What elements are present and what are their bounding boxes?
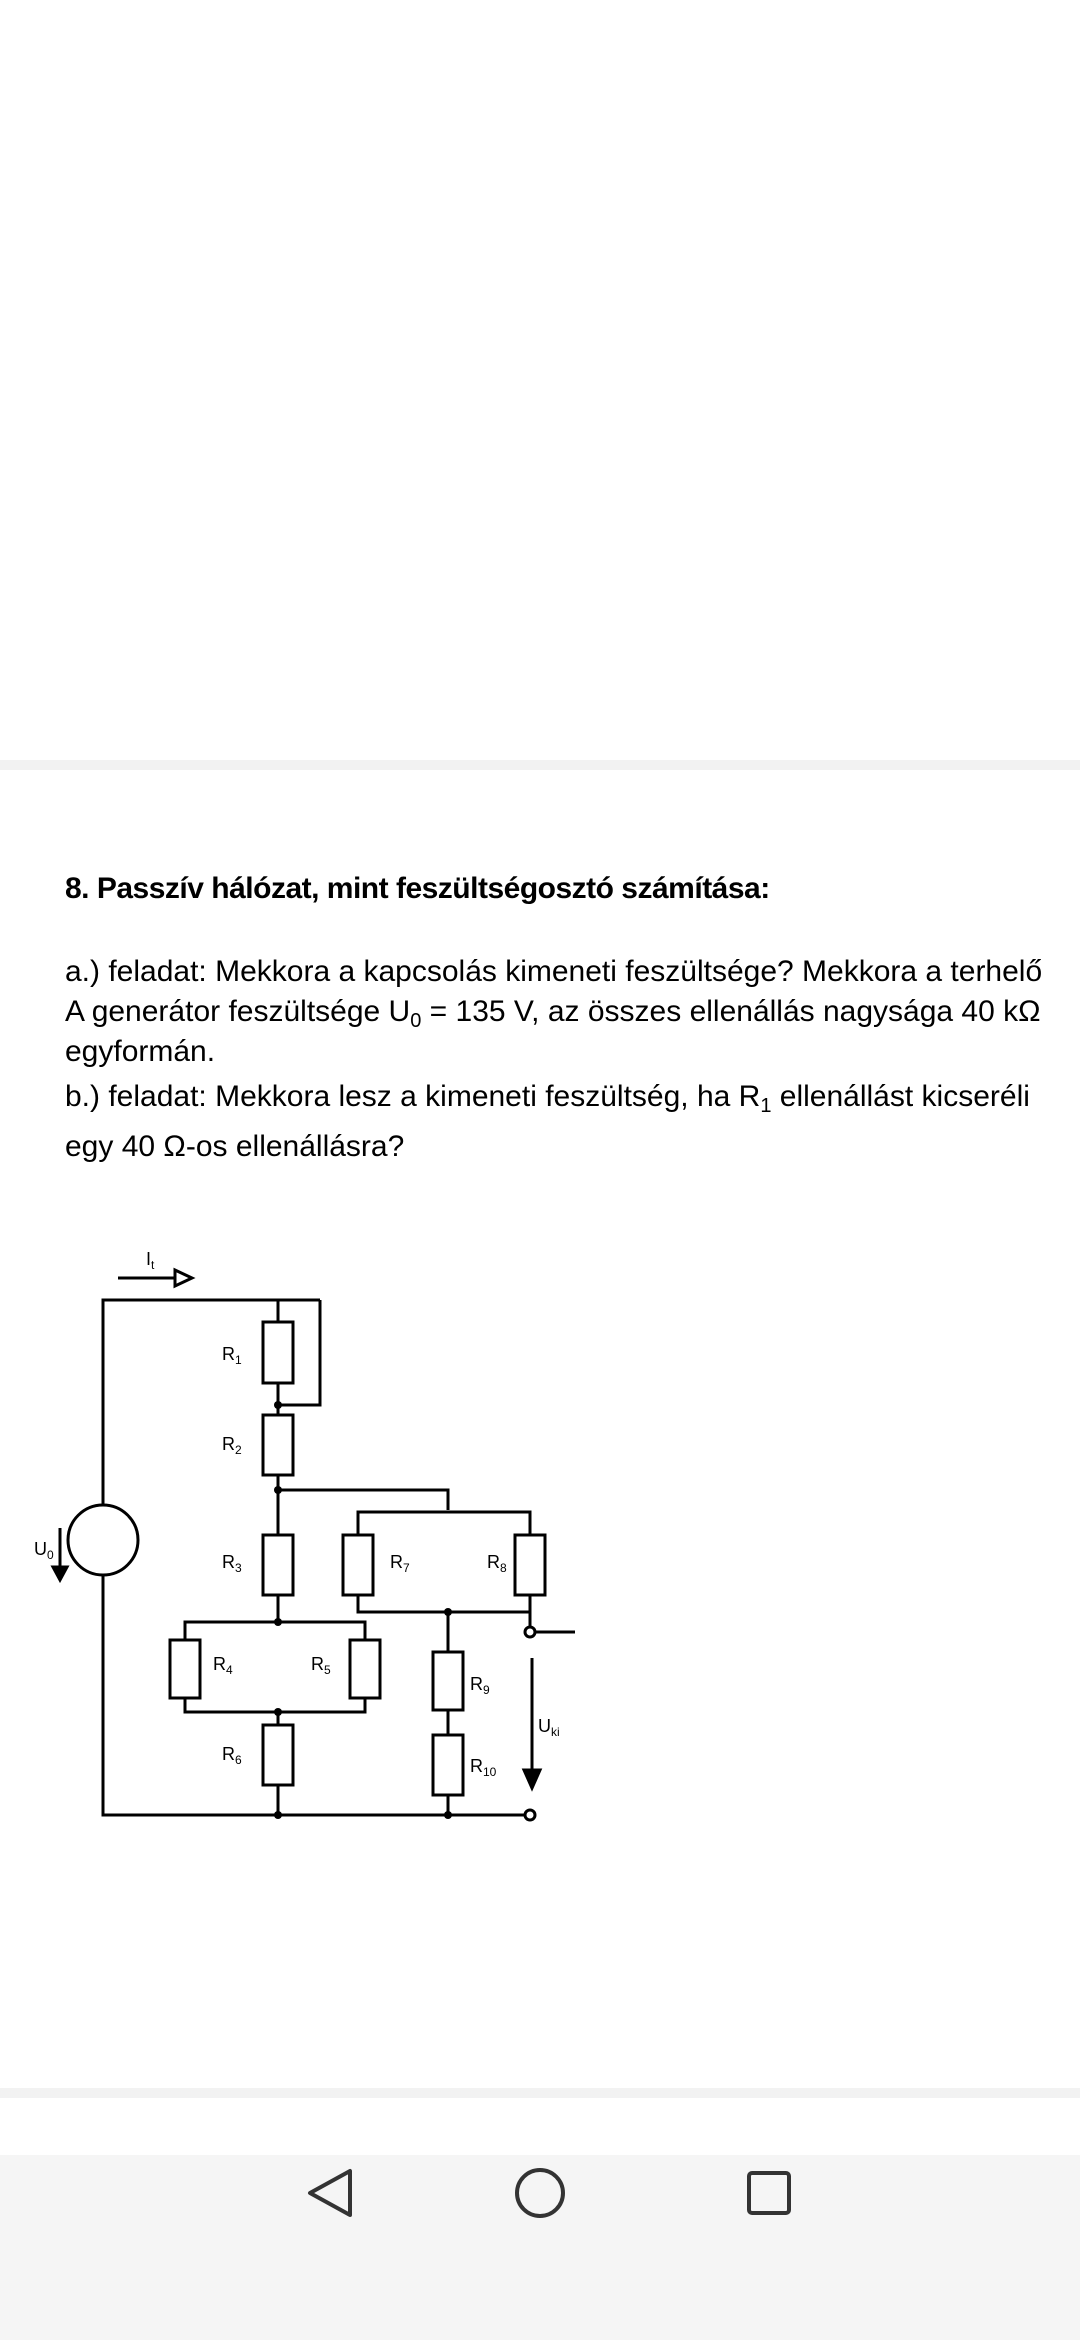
task-a-line-2: A generátor feszültsége $U_0 = 135$ V, az összes ellenállás nagysága 40 kΩ: [65, 995, 1041, 1032]
nav-back-button[interactable]: [285, 2160, 375, 2226]
nav-home-button[interactable]: [495, 2160, 585, 2226]
label-r4: $R_4$: [213, 1654, 233, 1677]
label-r3: $R_3$: [222, 1552, 242, 1575]
voltage-source-icon: [68, 1505, 138, 1575]
label-r6: $R_6$: [222, 1744, 242, 1767]
task-a-line-3: egyformán.: [65, 1035, 216, 1068]
document-title: 8. Passzív hálózat, mint feszültségosztó számítása:: [65, 872, 770, 905]
task-b-line-2: egy 40 Ω-os ellenállásra?: [65, 1130, 405, 1163]
circuit-wires: [103, 1300, 575, 1815]
home-circle-icon: [510, 2163, 570, 2223]
page-divider-bottom: [0, 2088, 1080, 2098]
output-voltage-label: $U_{ki}$: [538, 1716, 560, 1739]
task-a-line-1: a.) feladat: Mekkora a kapcsolás kimeneti feszültsége? Mekkora a terhelő: [65, 955, 1043, 988]
label-r10: $R_{10}$: [470, 1756, 497, 1779]
label-r5: $R_5$: [311, 1654, 331, 1677]
resistor-r8: [515, 1535, 545, 1595]
label-r2: $R_2$: [222, 1434, 242, 1457]
resistor-r2: [263, 1415, 293, 1475]
circuit-diagram: [0, 1230, 600, 1830]
label-r9: $R_9$: [470, 1674, 490, 1697]
resistor-r9: [433, 1652, 463, 1710]
current-label: $I_t$: [146, 1249, 155, 1272]
resistor-r6: [263, 1725, 293, 1785]
voltage-source-arrow-icon: [53, 1528, 67, 1580]
resistor-r1: [263, 1322, 293, 1383]
recents-square-icon: [739, 2163, 799, 2223]
resistor-r3: [263, 1535, 293, 1595]
source-voltage-label: $U_0$: [34, 1539, 54, 1562]
nav-recents-button[interactable]: [724, 2160, 814, 2226]
label-r7: $R_7$: [390, 1552, 410, 1575]
task-b-line-1: b.) feladat: Mekkora lesz a kimeneti feszültség, ha $R_1$ ellenállást kicseréli: [65, 1080, 1030, 1117]
current-arrow-icon: [118, 1270, 192, 1286]
page-divider-top: [0, 760, 1080, 770]
resistor-r4: [170, 1640, 200, 1698]
label-r8: $R_8$: [487, 1552, 507, 1575]
resistor-r7: [343, 1535, 373, 1595]
label-r1: $R_1$: [222, 1344, 242, 1367]
resistor-r10: [433, 1735, 463, 1795]
back-triangle-icon: [300, 2163, 360, 2223]
resistor-r5: [350, 1640, 380, 1698]
circuit-junctions: [274, 1401, 452, 1819]
